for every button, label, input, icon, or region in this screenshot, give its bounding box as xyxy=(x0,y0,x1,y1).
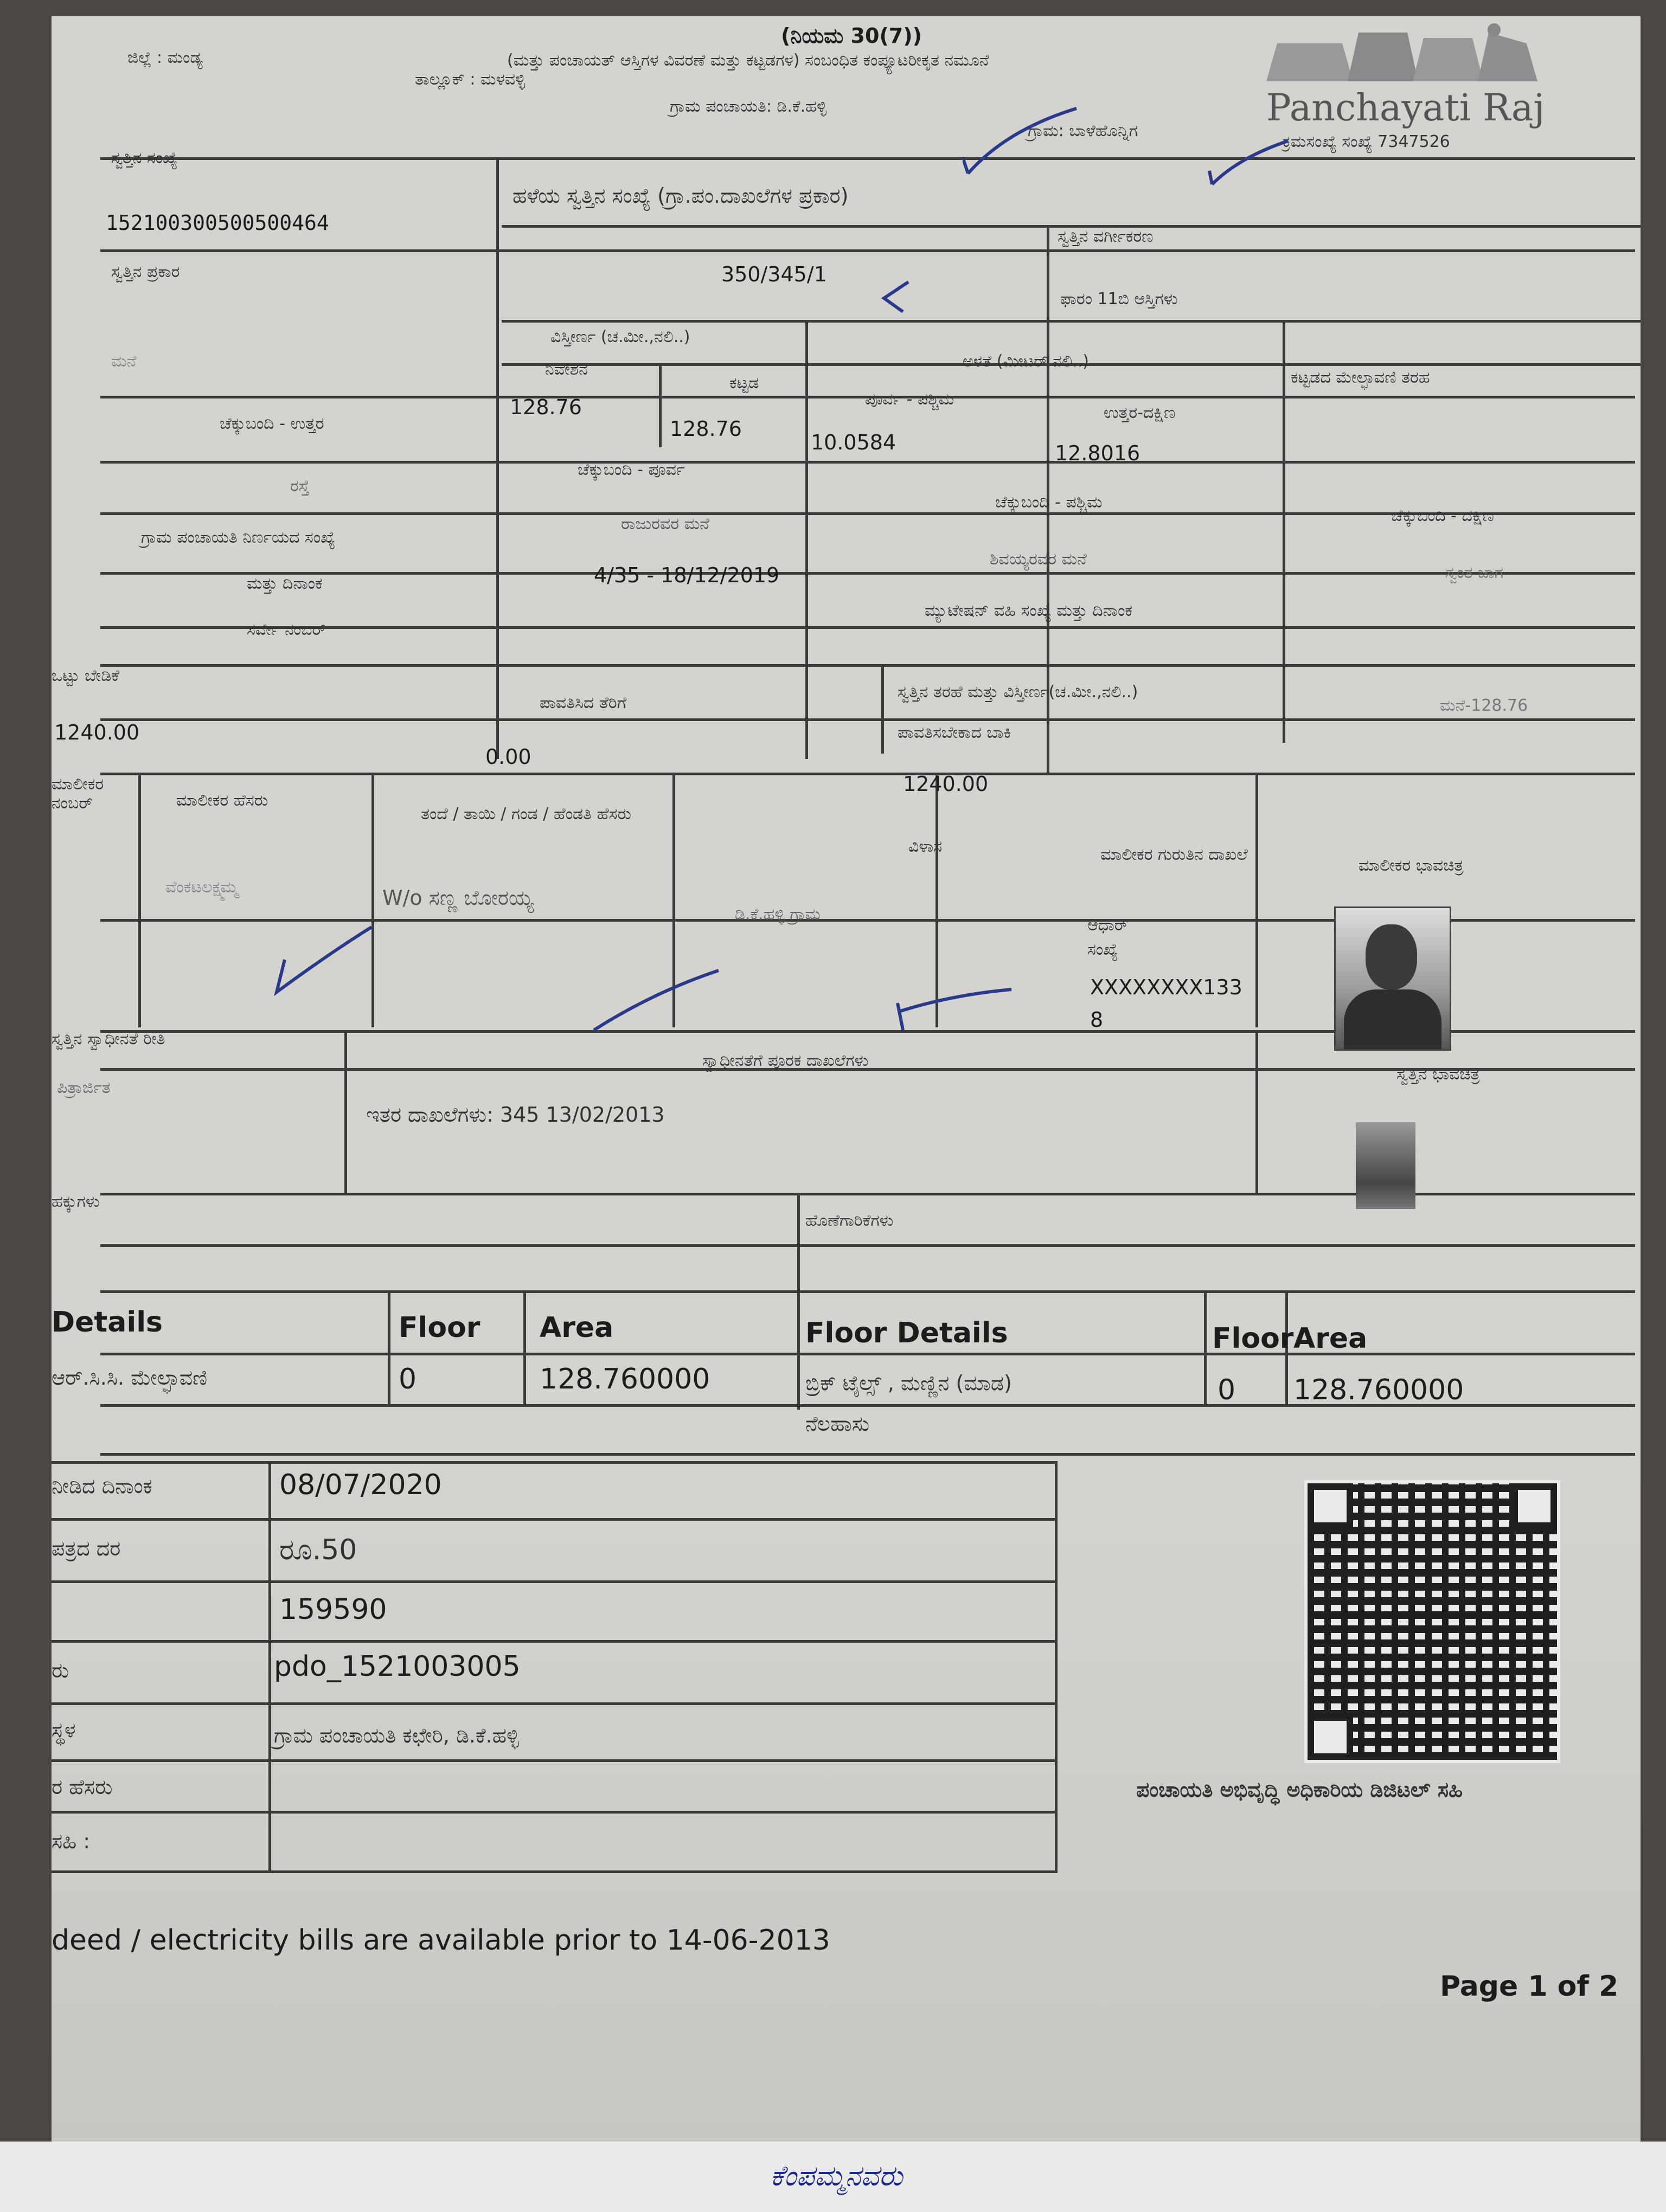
property-photo-label: ಸ್ವತ್ತಿನ ಭಾವಚಿತ್ರ xyxy=(1396,1065,1480,1084)
relation-label: ತಂದೆ / ತಾಯಿ / ಗಂಡ / ಹೆಂಡತಿ ಹೆಸರು xyxy=(421,805,631,824)
right-floor-details-1: ಬ್ರಿಕ್ ಟೈಲ್ಸ್ , ಮಣ್ಣಿನ (ಮಾಡ) xyxy=(805,1371,1012,1395)
property-type-value: ಮನೆ xyxy=(111,352,137,371)
property-id-value: 152100300500500464 xyxy=(106,211,329,235)
building-area-value: 128.76 xyxy=(670,417,742,441)
west-boundary-label: ಚೆಕ್ಕುಬಂದಿ - ಪಶ್ಚಿಮ xyxy=(995,493,1103,512)
issue-date-label: ನೀಡಿದ ದಿನಾಂಕ xyxy=(52,1474,152,1498)
total-demand-value: 1240.00 xyxy=(54,721,140,744)
footnote: deed / electricity bills are available prior to 14-06-2013 xyxy=(52,1924,830,1957)
right-area-value: 128.760000 xyxy=(1293,1374,1464,1406)
east-boundary-label: ಚೆಕ್ಕುಬಂದಿ - ಪೂರ್ವ xyxy=(578,460,685,479)
address-value: ಡಿ.ಕೆ.ಹಳ್ಳಿ ಗ್ರಾಮ xyxy=(735,905,821,924)
relation-value: W/o ಸಣ್ಣ ಬೋರಯ್ಯ xyxy=(382,886,534,910)
pdo-digital-signature: ಪಂಚಾಯತಿ ಅಭಿವೃದ್ಧಿ ಅಧಿಕಾರಿಯ ಡಿಜಿಟಲ್ ಸಹಿ xyxy=(1136,1778,1463,1802)
name-label: ರ ಹೆಸರು xyxy=(52,1775,113,1799)
north-boundary-label: ಚೆಕ್ಕುಬಂದಿ - ಉತ್ತರ xyxy=(220,414,324,433)
ownership-mode-label: ಸ್ವತ್ತಿನ ಸ್ವಾಧೀನತೆ ರೀತಿ xyxy=(52,1030,165,1049)
east-west-value: 10.0584 xyxy=(811,430,896,454)
tax-paid-label: ಪಾವತಿಸಿದ ತೆರಿಗೆ xyxy=(540,693,627,712)
east-boundary-value: ರಾಜುರವರ ಮನೆ xyxy=(621,515,710,533)
old-id-label: ಹಳೆಯ ಸ್ವತ್ತಿನ ಸಂಖ್ಯೆ (ಗ್ರಾ.ಪಂ.ದಾಖಲೆಗಳ ಪ್ರಕಾರ) xyxy=(512,184,849,208)
user-value: pdo_1521003005 xyxy=(274,1650,521,1683)
right-details-header: Floor Details xyxy=(805,1317,1008,1349)
property-type-label: ಸ್ವತ್ತಿನ ಪ್ರಕಾರ xyxy=(111,262,180,281)
building-label: ಕಟ್ಟಡ xyxy=(729,374,759,393)
owner-name-value: ವೆಂಕಟಲಕ್ಷ್ಮಮ್ಮ xyxy=(165,878,239,897)
owner-id-label: ಮಾಲೀಕರ ಗುರುತಿನ ದಾಖಲೆ xyxy=(1100,845,1248,864)
right-floor-header: Floor xyxy=(1212,1322,1294,1355)
tax-paid-value: 0.00 xyxy=(485,745,531,769)
receipt-number: 159590 xyxy=(279,1593,387,1626)
logo-text: Panchayati Raj xyxy=(1266,87,1545,130)
user-label: ರು xyxy=(52,1658,69,1682)
balance-label: ಪಾವತಿಸಬೇಕಾದ ಬಾಕಿ xyxy=(898,723,1011,742)
supporting-docs-value: ಇತರ ದಾಖಲೆಗಳು: 345 13/02/2013 xyxy=(366,1103,665,1127)
north-boundary-value: ರಸ್ತೆ xyxy=(290,477,310,496)
area-header: Area xyxy=(540,1311,614,1344)
check-mark xyxy=(887,981,1017,1041)
rule-title: (ನಿಯಮ 30(7)) xyxy=(781,24,922,48)
liabilities-label: ಹೊಣೆಗಾರಿಕೆಗಳು xyxy=(805,1211,894,1230)
address-label: ವಿಳಾಸ xyxy=(908,837,943,856)
ownership-mode-value: ಪಿತ್ರಾರ್ಜಿತ xyxy=(57,1078,111,1097)
aadhaar-value: XXXXXXXX133 xyxy=(1090,975,1242,999)
resolution-label-1: ಗ್ರಾಮ ಪಂಚಾಯತಿ ನಿರ್ಣಯದ ಸಂಖ್ಯೆ xyxy=(141,528,336,547)
mutation-label: ಮ್ಯುಟೇಷನ್ ವಹಿ ಸಂಖ್ಯೆ ಮತ್ತು ದಿನಾಂಕ xyxy=(925,601,1132,620)
type-area-value: ಮನೆ-128.76 xyxy=(1440,696,1528,715)
classification-value: ಫಾರಂ 11ಬಿ ಆಸ್ತಿಗಳು xyxy=(1060,290,1178,308)
resolution-value: 4/35 - 18/12/2019 xyxy=(594,563,780,587)
property-id-label: ಸ್ವತ್ತಿನ ಸಂಖ್ಯೆ xyxy=(111,149,178,168)
signature-label: ಸಹಿ : xyxy=(52,1829,91,1853)
aadhaar-value-cont: 8 xyxy=(1090,1008,1104,1032)
site-label: ನಿವೇಶನ xyxy=(545,360,588,379)
gram-panchayat: ಗ್ರಾಮ ಪಂಚಾಯತಿ: ಡಿ.ಕೆ.ಹಳ್ಳಿ xyxy=(670,97,827,116)
resolution-label-2: ಮತ್ತು ದಿನಾಂಕ xyxy=(247,574,323,593)
qr-code xyxy=(1304,1480,1560,1763)
total-demand-label: ಒಟ್ಟು ಬೇಡಿಕೆ xyxy=(52,666,119,685)
details-header: Details xyxy=(52,1306,163,1339)
check-mark xyxy=(1207,136,1293,195)
district: ಜಿಲ್ಲೆ : ಮಂಡ್ಯ xyxy=(127,48,203,67)
check-mark xyxy=(263,916,377,998)
right-area-header: Area xyxy=(1293,1322,1368,1355)
property-photo xyxy=(1356,1122,1415,1209)
left-floor-details: ಆರ್.ಸಿ.ಸಿ. ಮೇಲ್ಛಾವಣಿ xyxy=(52,1366,208,1390)
fee-value: ರೂ.50 xyxy=(279,1534,357,1566)
check-mark xyxy=(583,965,724,1036)
north-south-label: ಉತ್ತರ-ದಕ್ಷಿಣ xyxy=(1104,403,1176,422)
owner-photo-label: ಮಾಲೀಕರ ಭಾವಚಿತ್ರ xyxy=(1359,856,1464,875)
site-area-value: 128.76 xyxy=(510,395,582,419)
handwritten-note: ಕೆಂಪಮ್ಮನವರು xyxy=(770,2160,903,2192)
supporting-docs-label: ಸ್ವಾಧೀನತೆಗೆ ಪೂರಕ ದಾಖಲೆಗಳು xyxy=(702,1051,869,1070)
village: ಗ್ರಾಮ: ಬಾಳೆಹೊನ್ನಿಗ xyxy=(1028,121,1138,140)
roof-type-label: ಕಟ್ಟಡದ ಮೇಲ್ಛಾವಣಿ ತರಹ xyxy=(1291,368,1430,387)
south-boundary-value: ಸ್ವಂತ ಜಾಗ xyxy=(1445,563,1504,582)
id-type-1: ಆಧಾರ್ xyxy=(1087,916,1129,935)
right-floor-details-2: ನೆಲಹಾಸು xyxy=(805,1412,870,1436)
place-value: ಗ್ರಾಮ ಪಂಚಾಯತಿ ಕಛೇರಿ, ಡಿ.ಕೆ.ಹಳ್ಳಿ xyxy=(274,1724,520,1747)
north-south-value: 12.8016 xyxy=(1055,441,1140,465)
area-label: ವಿಸ್ತೀರ್ಣ (ಚ.ಮೀ.,ನಲಿ..) xyxy=(550,327,690,346)
place-label: ಸ್ಥಳ xyxy=(52,1718,76,1742)
owner-number-label: ಮಾಲೀಕರ ನಂಬರ್ xyxy=(52,775,104,813)
left-area-value: 128.760000 xyxy=(540,1363,710,1396)
classification-label: ಸ್ವತ್ತಿನ ವರ್ಗೀಕರಣ xyxy=(1058,227,1154,246)
page-number: Page 1 of 2 xyxy=(1440,1970,1619,2003)
serial-number: ಕ್ರಮಸಂಖ್ಯೆ ಸಂಖ್ಯೆ 7347526 xyxy=(1283,132,1450,151)
south-boundary-label: ಚೆಕ್ಕುಬಂದಿ - ದಕ್ಷಿಣ xyxy=(1391,506,1494,525)
fee-label: ಪತ್ರದ ದರ xyxy=(52,1536,121,1560)
panchayati-raj-logo xyxy=(1266,22,1548,92)
check-mark xyxy=(963,98,1082,184)
balance-value: 1240.00 xyxy=(903,772,989,796)
id-type-2: ಸಂಖ್ಯೆ xyxy=(1087,940,1118,959)
type-area-label: ಸ್ವತ್ತಿನ ತರಹೆ ಮತ್ತು ವಿಸ್ತೀರ್ಣ(ಚ.ಮೀ.,ನಲಿ..) xyxy=(898,683,1138,702)
right-floor-value: 0 xyxy=(1218,1374,1236,1406)
owner-photo xyxy=(1334,906,1451,1051)
dimensions-label: ಅಳತೆ (ಮೀಟರ್ ನಲಿ..) xyxy=(963,352,1090,371)
west-boundary-value: ಶಿವಯ್ಯರವರ ಮನೆ xyxy=(990,550,1087,569)
survey-label: ಸರ್ವೇ ನಂಬರ್ xyxy=(247,620,326,639)
floor-header: Floor xyxy=(399,1311,480,1344)
issue-date-value: 08/07/2020 xyxy=(279,1469,442,1501)
check-mark xyxy=(876,276,914,320)
rights-label: ಹಕ್ಕುಗಳು xyxy=(52,1192,100,1211)
owner-name-label: ಮಾಲೀಕರ ಹೆಸರು xyxy=(176,791,268,810)
document-page xyxy=(52,16,1641,2142)
east-west-label: ಪೂರ್ವ - ಪಶ್ಚಿಮ xyxy=(865,390,954,409)
old-id-value: 350/345/1 xyxy=(721,262,827,286)
taluk: ತಾಲ್ಲೂಕ್ : ಮಳವಳ್ಳಿ xyxy=(415,70,526,89)
header-subtitle: (ಮತ್ತು ಪಂಚಾಯತ್ ಆಸ್ತಿಗಳ ವಿವರಣೆ ಮತ್ತು ಕಟ್ಟಡಗಳ) ಸಂಬಂಧಿತ ಕಂಪ್ಯೂಟರೀಕೃತ ನಮೂನೆ xyxy=(507,51,989,70)
left-floor-value: 0 xyxy=(399,1363,417,1396)
